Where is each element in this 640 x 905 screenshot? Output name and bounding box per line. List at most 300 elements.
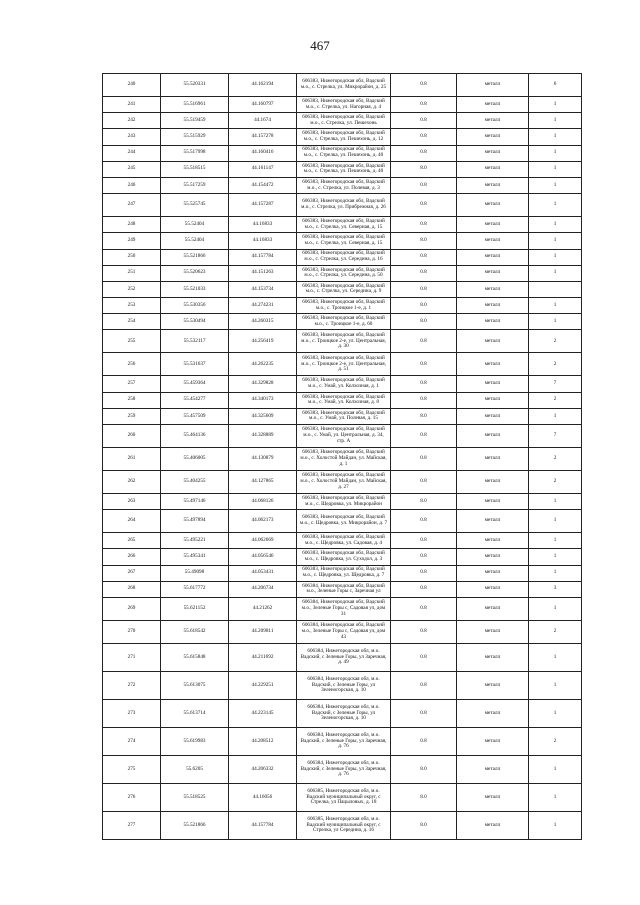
volume-cell: 8.0 [391, 161, 457, 177]
latitude-cell: 55.621152 [161, 597, 229, 620]
address-cell: 606383, Нижегородская обл, Вадский м.о., с. Троицкое 2-е, ул. Центральная, д. 30 [297, 330, 391, 353]
row-number-cell: 262 [103, 471, 161, 494]
material-cell: металл [457, 145, 529, 161]
container-count-cell: 1 [529, 565, 582, 581]
material-cell: металл [457, 671, 529, 699]
latitude-cell: 55.52404 [161, 233, 229, 249]
latitude-cell: 55.459364 [161, 376, 229, 392]
volume-cell: 0.8 [391, 217, 457, 233]
latitude-cell: 55.457509 [161, 408, 229, 424]
row-number-cell: 273 [103, 699, 161, 727]
table-row [103, 565, 582, 581]
volume-cell: 8.0 [391, 298, 457, 314]
volume-cell: 0.8 [391, 249, 457, 265]
material-cell: металл [457, 97, 529, 113]
address-cell: 606383, Нижегородская обл, Вадский м.о., с. Стрелка, ул. Полевая, д. 3 [297, 177, 391, 193]
address-cell: 606383, Нижегородская обл, Вадский м.о., с. Умай, ул. Центральная, д. 34, стр. А [297, 425, 391, 448]
address-cell: 606383, Нижегородская обл, Вадский м.о., с. Щедровка, ул. Микрорайон [297, 494, 391, 510]
table-row [103, 194, 582, 217]
registry-table [102, 73, 582, 840]
longitude-cell: 44.325609 [229, 408, 297, 424]
row-number-cell: 267 [103, 565, 161, 581]
row-number-cell: 253 [103, 298, 161, 314]
longitude-cell: 44.211692 [229, 643, 297, 671]
latitude-cell: 55.515929 [161, 129, 229, 145]
row-number-cell: 244 [103, 145, 161, 161]
address-cell: 606383, Нижегородская обл, Вадский м.о., с. Умай, ул. Колхозная, д. 8 [297, 392, 391, 408]
material-cell: металл [457, 281, 529, 297]
longitude-cell: 44.127865 [229, 471, 297, 494]
latitude-cell: 55.517259 [161, 177, 229, 193]
table-row [103, 643, 582, 671]
volume-cell: 0.8 [391, 533, 457, 549]
volume-cell: 0.8 [391, 177, 457, 193]
volume-cell: 0.8 [391, 281, 457, 297]
container-count-cell: 1 [529, 643, 582, 671]
container-count-cell: 2 [529, 471, 582, 494]
container-count-cell: 1 [529, 298, 582, 314]
material-cell: металл [457, 113, 529, 129]
material-cell: металл [457, 581, 529, 597]
volume-cell: 0.8 [391, 145, 457, 161]
material-cell: металл [457, 376, 529, 392]
latitude-cell: 55.521033 [161, 281, 229, 297]
table-row [103, 620, 582, 643]
container-count-cell: 1 [529, 533, 582, 549]
row-number-cell: 241 [103, 97, 161, 113]
longitude-cell: 44.16056 [229, 783, 297, 811]
address-cell: 606383, Нижегородская обл, Вадский м.о., с. Стрелка, ул. Нагорная, д. 4 [297, 97, 391, 113]
table-row [103, 314, 582, 330]
table-row [103, 97, 582, 113]
longitude-cell: 44.256419 [229, 330, 297, 353]
material-cell: металл [457, 448, 529, 471]
longitude-cell: 44.1674 [229, 113, 297, 129]
material-cell: металл [457, 194, 529, 217]
container-count-cell: 1 [529, 161, 582, 177]
latitude-cell: 55.464136 [161, 425, 229, 448]
latitude-cell: 55.615848 [161, 643, 229, 671]
container-count-cell: 1 [529, 217, 582, 233]
row-number-cell: 276 [103, 783, 161, 811]
latitude-cell: 55.520331 [161, 74, 229, 97]
material-cell: металл [457, 177, 529, 193]
container-count-cell: 1 [529, 177, 582, 193]
volume-cell: 0.8 [391, 549, 457, 565]
longitude-cell: 44.157287 [229, 194, 297, 217]
address-cell: 606383, Нижегородская обл, Вадский м.о., с. Холостой Майдан, ул. Майская, д. 27 [297, 471, 391, 494]
volume-cell: 0.8 [391, 699, 457, 727]
container-count-cell: 1 [529, 194, 582, 217]
address-cell: 606383, Нижегородская обл, Вадский м.о., с. Щедровка, ул. Суходол, д. 3 [297, 549, 391, 565]
address-cell: 606383, Нижегородская обл, Вадский м.о., с. Стрелка, ул. Северная, д. 15 [297, 217, 391, 233]
row-number-cell: 255 [103, 330, 161, 353]
address-cell: 606384, Нижегородская обл, м.о. Вадский, с Зеленые Горы, ул Заречная, д. 49 [297, 643, 391, 671]
table-row [103, 298, 582, 314]
material-cell: металл [457, 249, 529, 265]
address-cell: 606385, Нижегородская обл, м.о. Вадский муниципальный округ, с Стрелка, ул Середина, д. 16 [297, 811, 391, 839]
longitude-cell: 44.260315 [229, 314, 297, 330]
table-row [103, 471, 582, 494]
container-count-cell: 1 [529, 549, 582, 565]
table-row [103, 699, 582, 727]
row-number-cell: 258 [103, 392, 161, 408]
address-cell: 606383, Нижегородская обл, Вадский м.о., с. Умай, ул. Полевая, д. 15 [297, 408, 391, 424]
row-number-cell: 264 [103, 510, 161, 533]
longitude-cell: 44.229251 [229, 671, 297, 699]
longitude-cell: 44.274231 [229, 298, 297, 314]
row-number-cell: 277 [103, 811, 161, 839]
container-count-cell: 2 [529, 620, 582, 643]
latitude-cell: 55.517998 [161, 145, 229, 161]
material-cell: металл [457, 494, 529, 510]
volume-cell: 0.8 [391, 353, 457, 376]
material-cell: металл [457, 597, 529, 620]
latitude-cell: 55.518515 [161, 161, 229, 177]
longitude-cell: 44.160797 [229, 97, 297, 113]
container-count-cell: 7 [529, 376, 582, 392]
latitude-cell: 55.617772 [161, 581, 229, 597]
address-cell: 606384, Нижегородская обл, Вадский м.о., Зеленые Горы с, Заречная ул [297, 581, 391, 597]
longitude-cell: 44.223145 [229, 699, 297, 727]
table-row [103, 448, 582, 471]
volume-cell: 0.8 [391, 194, 457, 217]
container-count-cell: 1 [529, 129, 582, 145]
latitude-cell: 55.530356 [161, 298, 229, 314]
container-count-cell: 1 [529, 408, 582, 424]
table-row [103, 783, 582, 811]
container-count-cell: 1 [529, 113, 582, 129]
row-number-cell: 248 [103, 217, 161, 233]
volume-cell: 0.8 [391, 129, 457, 145]
row-number-cell: 242 [103, 113, 161, 129]
volume-cell: 0.8 [391, 425, 457, 448]
address-cell: 606384, Нижегородская обл, Вадский м.о., Зеленые Горы с, Садовая ул, дом 43 [297, 620, 391, 643]
longitude-cell: 44.161147 [229, 161, 297, 177]
table-row [103, 177, 582, 193]
table-row [103, 249, 582, 265]
address-cell: 606383, Нижегородская обл, Вадский м.о., с. Стрелка, ул. Пешехонь, д. 40 [297, 145, 391, 161]
address-cell: 606383, Нижегородская обл, Вадский м.о., с. Стрелка, ул. Пешехонь, д. 12 [297, 129, 391, 145]
table-row [103, 233, 582, 249]
latitude-cell: 55.521866 [161, 811, 229, 839]
container-count-cell: 1 [529, 671, 582, 699]
address-cell: 606383, Нижегородская обл, Вадский м.о., с. Стрелка, ул. Пешехонь [297, 113, 391, 129]
address-cell: 606383, Нижегородская обл, Вадский м.о., с. Стрелка, ул. Середина, д. 50 [297, 265, 391, 281]
row-number-cell: 256 [103, 353, 161, 376]
latitude-cell: 55.532117 [161, 330, 229, 353]
volume-cell: 0.8 [391, 97, 457, 113]
row-number-cell: 257 [103, 376, 161, 392]
longitude-cell: 44.208512 [229, 727, 297, 755]
row-number-cell: 265 [103, 533, 161, 549]
address-cell: 606384, Нижегородская обл, м.о. Вадский, с Зеленые Горы, ул Зеленогорская, д. 10 [297, 699, 391, 727]
container-count-cell: 3 [529, 581, 582, 597]
material-cell: металл [457, 549, 529, 565]
container-count-cell: 2 [529, 330, 582, 353]
row-number-cell: 263 [103, 494, 161, 510]
volume-cell: 8.0 [391, 494, 457, 510]
address-cell: 606384, Нижегородская обл, м.о. Вадский, с Зеленые Горы, ул Заречная, д. 76 [297, 755, 391, 783]
volume-cell: 8.0 [391, 314, 457, 330]
material-cell: металл [457, 265, 529, 281]
table-row [103, 425, 582, 448]
container-count-cell: 1 [529, 597, 582, 620]
address-cell: 606383, Нижегородская обл, Вадский м.о., с. Троицкое 2-е, ул. Центральная, д. 51 [297, 353, 391, 376]
row-number-cell: 254 [103, 314, 161, 330]
material-cell: металл [457, 699, 529, 727]
address-cell: 606385, Нижегородская обл, м.о. Вадский муниципальный округ, с Стрелка, ул Пацыловых, д. 18 [297, 783, 391, 811]
row-number-cell: 247 [103, 194, 161, 217]
page-number: 467 [310, 38, 330, 53]
address-cell: 606383, Нижегородская обл, Вадский м.о., с. Стрелка, ул. Пешехонь, д. 40 [297, 161, 391, 177]
material-cell: металл [457, 233, 529, 249]
latitude-cell: 55.613075 [161, 671, 229, 699]
row-number-cell: 249 [103, 233, 161, 249]
longitude-cell: 44.328889 [229, 425, 297, 448]
table-row [103, 145, 582, 161]
address-cell: 606383, Нижегородская обл, Вадский м.о., с. Щедровка, ул. Щедровка, д. 7 [297, 565, 391, 581]
container-count-cell: 1 [529, 510, 582, 533]
latitude-cell: 55.530494 [161, 314, 229, 330]
volume-cell: 0.8 [391, 727, 457, 755]
container-count-cell: 1 [529, 699, 582, 727]
material-cell: металл [457, 330, 529, 353]
volume-cell: 0.8 [391, 671, 457, 699]
table-row [103, 217, 582, 233]
material-cell: металл [457, 643, 529, 671]
table-row [103, 330, 582, 353]
material-cell: металл [457, 353, 529, 376]
latitude-cell: 55.404255 [161, 471, 229, 494]
material-cell: металл [457, 533, 529, 549]
row-number-cell: 271 [103, 643, 161, 671]
longitude-cell: 44.157278 [229, 129, 297, 145]
table-row [103, 74, 582, 97]
material-cell: металл [457, 783, 529, 811]
latitude-cell: 55.497146 [161, 494, 229, 510]
table-row [103, 510, 582, 533]
container-count-cell: 1 [529, 755, 582, 783]
table-row [103, 671, 582, 699]
volume-cell: 0.8 [391, 392, 457, 408]
container-count-cell: 6 [529, 74, 582, 97]
latitude-cell: 55.531637 [161, 353, 229, 376]
volume-cell: 8.0 [391, 755, 457, 783]
material-cell: металл [457, 217, 529, 233]
address-cell: 606383, Нижегородская обл, Вадский м.о., с. Троицкое 1-е, д. 1 [297, 298, 391, 314]
table-row [103, 376, 582, 392]
address-cell: 606383, Нижегородская обл, Вадский м.о., с. Троицкое 1-е, д. 60 [297, 314, 391, 330]
container-count-cell: 2 [529, 392, 582, 408]
longitude-cell: 44.16833 [229, 217, 297, 233]
material-cell: металл [457, 298, 529, 314]
material-cell: металл [457, 161, 529, 177]
row-number-cell: 268 [103, 581, 161, 597]
volume-cell: 0.8 [391, 510, 457, 533]
address-cell: 606383, Нижегородская обл, Вадский м.о., с. Умай, ул. Колхозная, д. 1 [297, 376, 391, 392]
material-cell: металл [457, 811, 529, 839]
longitude-cell: 44.053431 [229, 565, 297, 581]
material-cell: металл [457, 510, 529, 533]
address-cell: 606383, Нижегородская обл, Вадский м.о., с. Щедровка, ул. Садовая, д. 4 [297, 533, 391, 549]
volume-cell: 8.0 [391, 408, 457, 424]
row-number-cell: 250 [103, 249, 161, 265]
volume-cell: 0.8 [391, 376, 457, 392]
address-cell: 606383, Нижегородская обл, Вадский м.о., с. Стрелка, ул. Прибрежная, д. 26 [297, 194, 391, 217]
latitude-cell: 55.495341 [161, 549, 229, 565]
latitude-cell: 55.521866 [161, 249, 229, 265]
longitude-cell: 44.130879 [229, 448, 297, 471]
row-number-cell: 252 [103, 281, 161, 297]
container-count-cell: 1 [529, 265, 582, 281]
table-row [103, 727, 582, 755]
latitude-cell: 55.613714 [161, 699, 229, 727]
longitude-cell: 44.154472 [229, 177, 297, 193]
latitude-cell: 55.6205 [161, 755, 229, 783]
latitude-cell: 55.52404 [161, 217, 229, 233]
volume-cell: 0.8 [391, 471, 457, 494]
material-cell: металл [457, 755, 529, 783]
row-number-cell: 243 [103, 129, 161, 145]
longitude-cell: 44.206332 [229, 755, 297, 783]
row-number-cell: 259 [103, 408, 161, 424]
address-cell: 606383, Нижегородская обл, Вадский м.о., с. Стрелка, ул. Середина, д. 16 [297, 249, 391, 265]
table-row [103, 353, 582, 376]
address-cell: 606383, Нижегородская обл, Вадский м.о., с. Холостой Майдан, ул. Майская, д. 1 [297, 448, 391, 471]
longitude-cell: 44.056546 [229, 549, 297, 565]
container-count-cell: 2 [529, 727, 582, 755]
longitude-cell: 44.209811 [229, 620, 297, 643]
row-number-cell: 272 [103, 671, 161, 699]
table-row [103, 113, 582, 129]
longitude-cell: 44.206734 [229, 581, 297, 597]
volume-cell: 0.8 [391, 448, 457, 471]
row-number-cell: 274 [103, 727, 161, 755]
address-cell: 606383, Нижегородская обл, Вадский м.о., с. Щедровка, ул. Микрорайон, д. 7 [297, 510, 391, 533]
material-cell: металл [457, 565, 529, 581]
longitude-cell: 44.160416 [229, 145, 297, 161]
table-row [103, 265, 582, 281]
row-number-cell: 275 [103, 755, 161, 783]
table-row [103, 494, 582, 510]
container-count-cell [529, 281, 582, 297]
longitude-cell: 44.21262 [229, 597, 297, 620]
material-cell: металл [457, 392, 529, 408]
material-cell: металл [457, 74, 529, 97]
volume-cell: 0.8 [391, 74, 457, 97]
table-row [103, 408, 582, 424]
longitude-cell: 44.262235 [229, 353, 297, 376]
volume-cell: 0.8 [391, 113, 457, 129]
container-count-cell: 1 [529, 97, 582, 113]
latitude-cell: 55.518525 [161, 783, 229, 811]
material-cell: металл [457, 129, 529, 145]
table-row [103, 549, 582, 565]
container-count-cell: 1 [529, 494, 582, 510]
volume-cell: 0.8 [391, 581, 457, 597]
container-count-cell: 7 [529, 425, 582, 448]
container-count-cell: 1 [529, 249, 582, 265]
volume-cell: 0.8 [391, 597, 457, 620]
row-number-cell: 260 [103, 425, 161, 448]
container-count-cell: 1 [529, 233, 582, 249]
container-count-cell: 1 [529, 314, 582, 330]
table-row [103, 755, 582, 783]
table-row [103, 597, 582, 620]
row-number-cell: 270 [103, 620, 161, 643]
longitude-cell: 44.16833 [229, 233, 297, 249]
latitude-cell: 55.618542 [161, 620, 229, 643]
volume-cell: 0.8 [391, 565, 457, 581]
address-cell: 606384, Нижегородская обл, м.о. Вадский, с Зеленые Горы, ул Заречная, д. 76 [297, 727, 391, 755]
material-cell: металл [457, 620, 529, 643]
address-cell: 606384, Нижегородская обл, м.о. Вадский, с Зеленые Горы, ул Зеленогорская, д. 10 [297, 671, 391, 699]
volume-cell: 8.0 [391, 783, 457, 811]
material-cell: металл [457, 408, 529, 424]
container-count-cell: 1 [529, 145, 582, 161]
container-count-cell: 2 [529, 353, 582, 376]
table-row [103, 161, 582, 177]
latitude-cell: 55.619983 [161, 727, 229, 755]
row-number-cell: 266 [103, 549, 161, 565]
latitude-cell: 55.520623 [161, 265, 229, 281]
longitude-cell: 44.068126 [229, 494, 297, 510]
row-number-cell: 261 [103, 448, 161, 471]
row-number-cell: 245 [103, 161, 161, 177]
volume-cell: 0.8 [391, 330, 457, 353]
address-cell: 606384, Нижегородская обл, Вадский м.о., Зеленые Горы с, Садовая ул, дом 31 [297, 597, 391, 620]
latitude-cell: 55.497894 [161, 510, 229, 533]
table-row [103, 533, 582, 549]
material-cell: металл [457, 314, 529, 330]
latitude-cell: 55.406005 [161, 448, 229, 471]
longitude-cell: 44.151263 [229, 265, 297, 281]
longitude-cell: 44.157784 [229, 811, 297, 839]
latitude-cell: 55.454277 [161, 392, 229, 408]
volume-cell: 0.8 [391, 643, 457, 671]
container-count-cell: 1 [529, 811, 582, 839]
latitude-cell: 55.516961 [161, 97, 229, 113]
longitude-cell: 44.162194 [229, 74, 297, 97]
latitude-cell: 55.495221 [161, 533, 229, 549]
latitude-cell: 55.519459 [161, 113, 229, 129]
row-number-cell: 269 [103, 597, 161, 620]
volume-cell: 8.0 [391, 233, 457, 249]
address-cell: 606383, Нижегородская обл, Вадский м.о., с. Стрелка, ул. Микрорайон, д. 25 [297, 74, 391, 97]
address-cell: 606383, Нижегородская обл, Вадский м.о., с. Стрелка, ул. Середина, д. 9 [297, 281, 391, 297]
latitude-cell: 55.525745 [161, 194, 229, 217]
material-cell: металл [457, 425, 529, 448]
longitude-cell: 44.329828 [229, 376, 297, 392]
volume-cell: 0.8 [391, 620, 457, 643]
container-count-cell: 1 [529, 783, 582, 811]
longitude-cell: 44.157784 [229, 249, 297, 265]
row-number-cell: 251 [103, 265, 161, 281]
volume-cell: 8.0 [391, 811, 457, 839]
table-row [103, 811, 582, 839]
table-row [103, 392, 582, 408]
material-cell: металл [457, 471, 529, 494]
material-cell: металл [457, 727, 529, 755]
longitude-cell: 44.153734 [229, 281, 297, 297]
container-count-cell: 2 [529, 448, 582, 471]
table-row [103, 129, 582, 145]
longitude-cell: 44.340173 [229, 392, 297, 408]
longitude-cell: 44.062173 [229, 510, 297, 533]
latitude-cell: 55.49098 [161, 565, 229, 581]
row-number-cell: 246 [103, 177, 161, 193]
